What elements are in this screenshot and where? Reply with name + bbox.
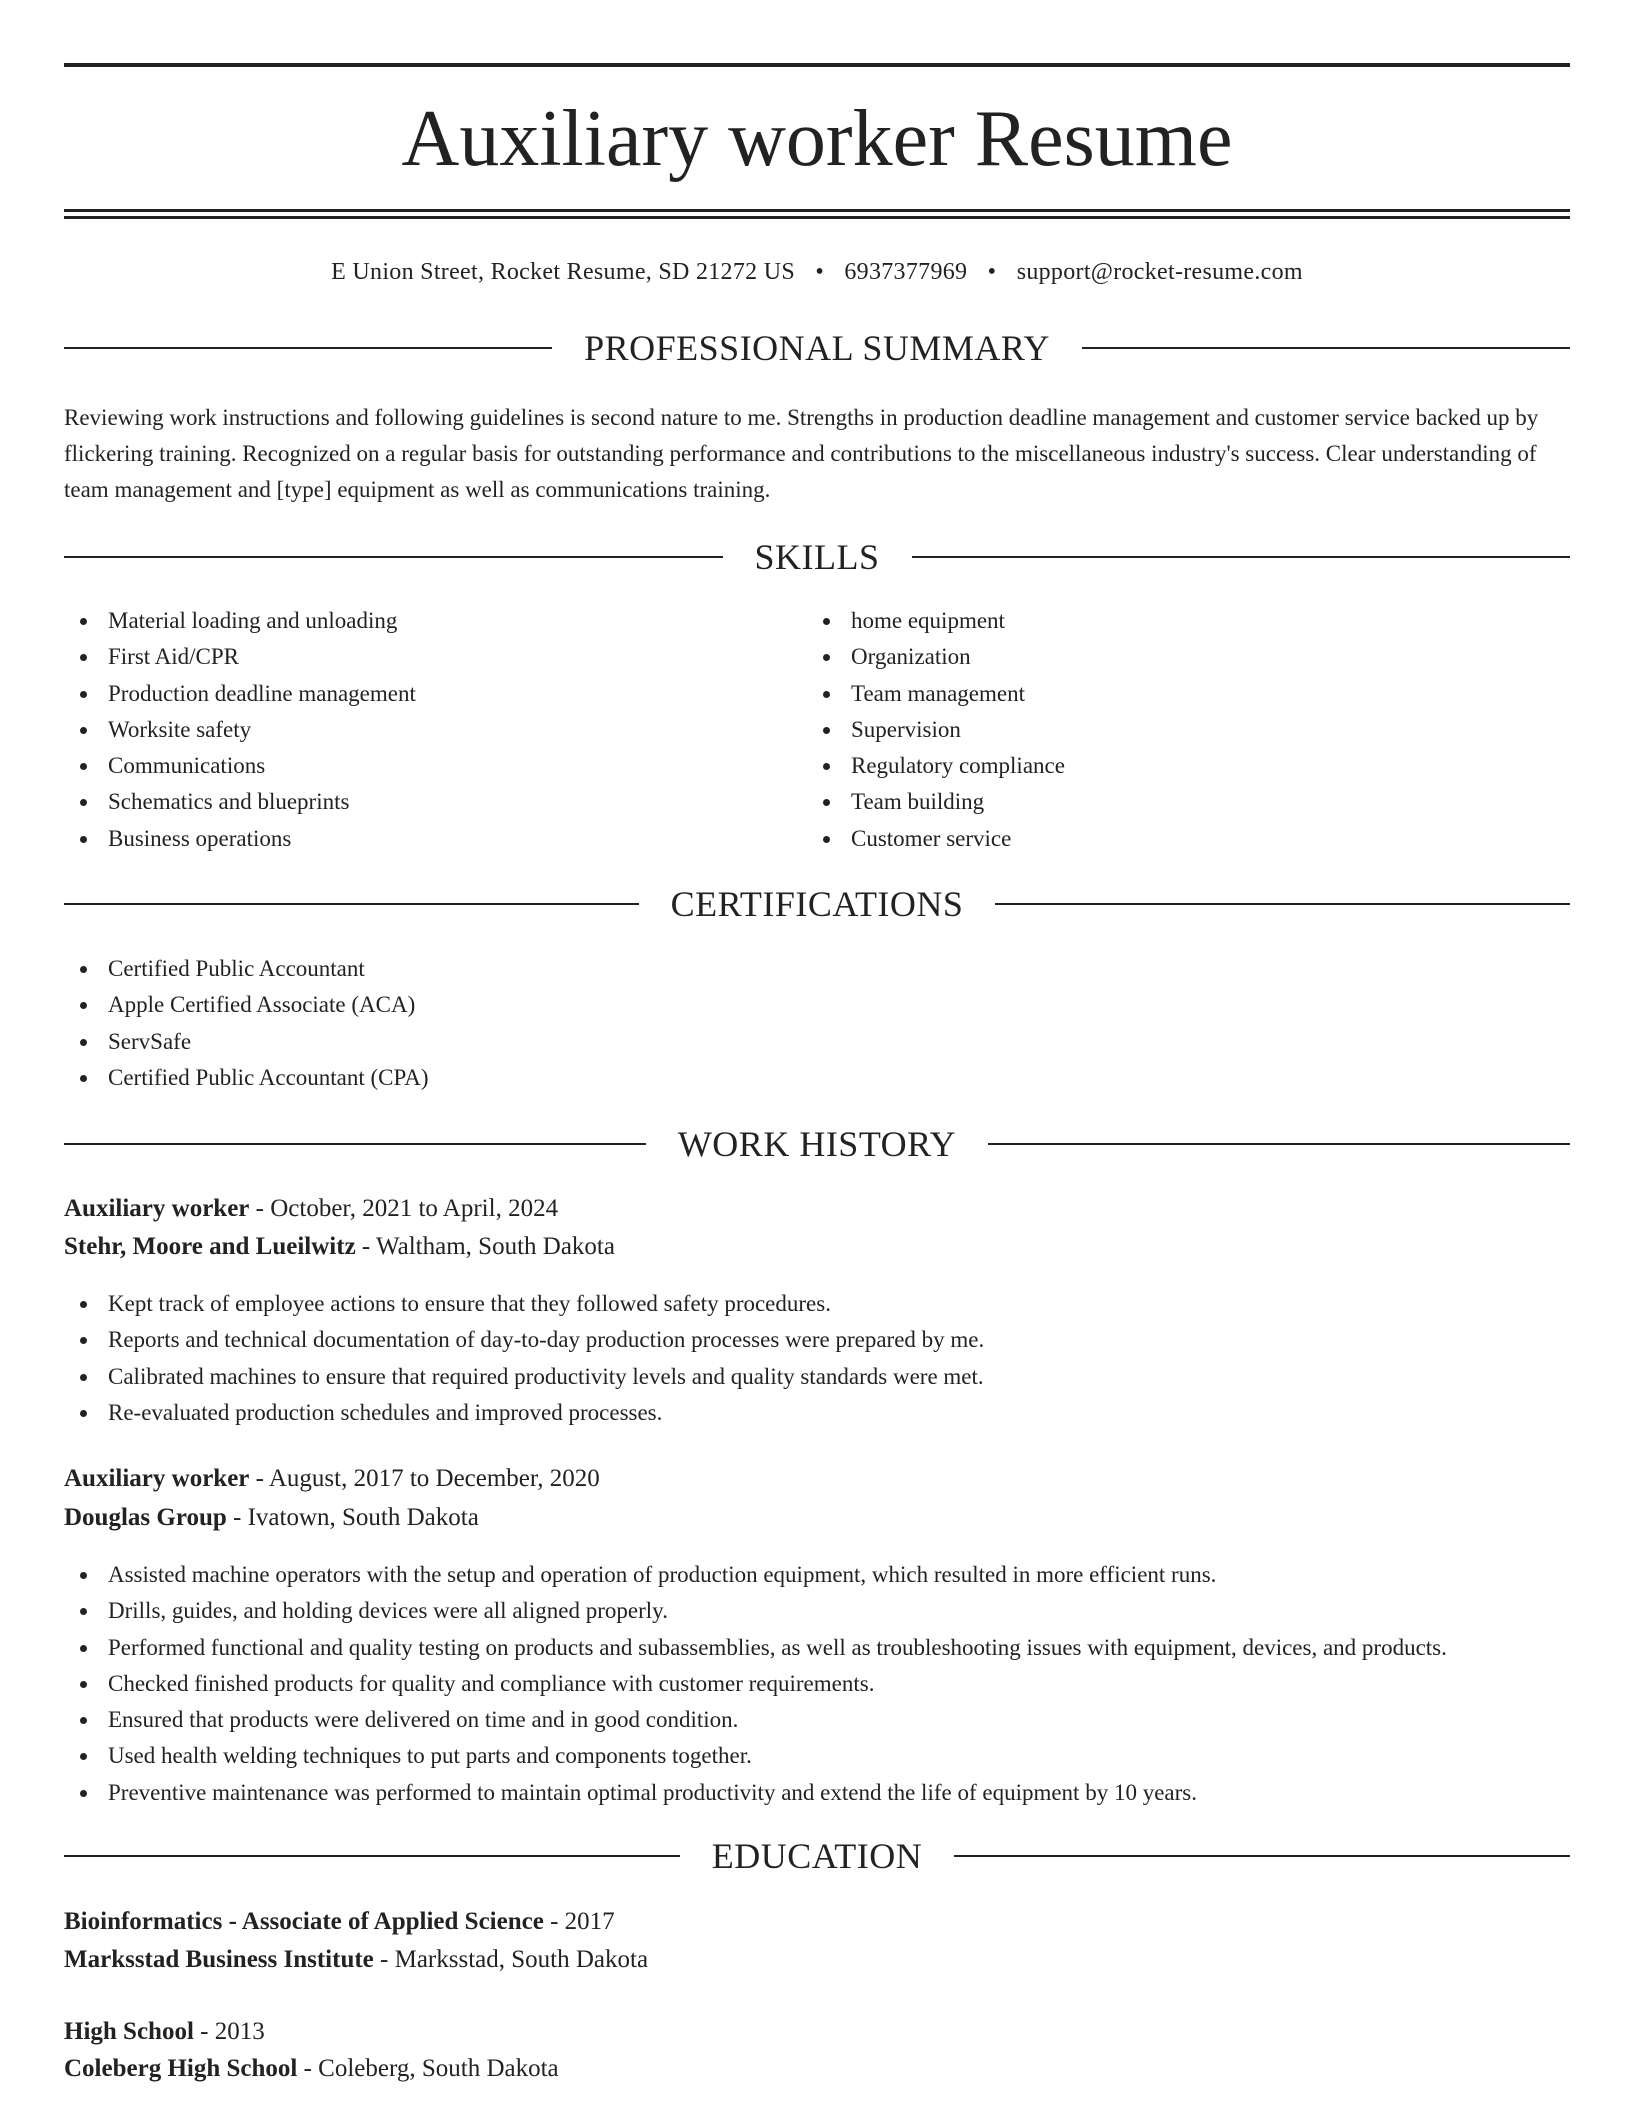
skill-item: Organization xyxy=(807,639,1547,675)
job-company-line: Douglas Group - Ivatown, South Dakota xyxy=(64,1504,479,1531)
title-rule-upper xyxy=(64,209,1570,212)
job-location: Waltham, South Dakota xyxy=(376,1233,615,1260)
contact-line xyxy=(64,254,1570,290)
contact-separator: • xyxy=(987,259,997,285)
job-title-line: Auxiliary worker - August, 2017 to December, 2020 xyxy=(64,1465,600,1492)
education-school-line: Marksstad Business Institute - Marksstad, South Dakota xyxy=(64,1946,649,1973)
skill-item: Schematics and blueprints xyxy=(64,784,804,820)
skill-item: Material loading and unloading xyxy=(64,603,804,639)
section-header-summary xyxy=(64,328,1570,368)
job-duty-item: Ensured that products were delivered on time and in good condition. xyxy=(64,1702,1570,1738)
job-duty-item: Re-evaluated production schedules and improved processes. xyxy=(64,1395,1570,1431)
skills-list-right xyxy=(807,603,1547,857)
education-school-line: Coleberg High School - Coleberg, South Dakota xyxy=(64,2055,559,2082)
job-duty-item: Reports and technical documentation of day-to-day production processes were prepared by me. xyxy=(64,1322,1570,1358)
job-company: Stehr, Moore and Lueilwitz xyxy=(64,1233,356,1260)
job-duty-item: Assisted machine operators with the setup and operation of production equipment, which resulted in more efficient runs. xyxy=(64,1557,1570,1593)
divider xyxy=(64,1855,680,1857)
title-rule-lower xyxy=(64,216,1570,219)
section-title: PROFESSIONAL SUMMARY xyxy=(584,328,1050,368)
section-title: SKILLS xyxy=(754,537,880,577)
divider xyxy=(64,556,723,558)
skill-item: Supervision xyxy=(807,712,1547,748)
divider xyxy=(912,556,1571,558)
divider xyxy=(995,903,1570,905)
section-header-certifications xyxy=(64,884,1570,924)
certification-item: ServSafe xyxy=(64,1024,1570,1060)
job-duty-item: Drills, guides, and holding devices were all aligned properly. xyxy=(64,1593,1570,1629)
job-dates: October, 2021 to April, 2024 xyxy=(270,1195,559,1222)
divider xyxy=(1082,347,1570,349)
section-header-work-history xyxy=(64,1124,1570,1164)
education-location: Marksstad, South Dakota xyxy=(394,1946,649,1973)
section-title: EDUCATION xyxy=(711,1836,923,1876)
job-duty-item: Kept track of employee actions to ensure that they followed safety procedures. xyxy=(64,1286,1570,1322)
job-title-line: Auxiliary worker - October, 2021 to April, 2024 xyxy=(64,1195,559,1222)
job-duty-item: Calibrated machines to ensure that required productivity levels and quality standards were met. xyxy=(64,1359,1570,1395)
contact-separator: • xyxy=(815,259,825,285)
skill-item: Customer service xyxy=(807,821,1547,857)
job-location: Ivatown, South Dakota xyxy=(247,1504,479,1531)
section-title: CERTIFICATIONS xyxy=(670,884,964,924)
job-duties-list xyxy=(64,1286,1570,1431)
job-dates: August, 2017 to December, 2020 xyxy=(268,1465,600,1492)
divider xyxy=(988,1143,1570,1145)
job-duty-item: Performed functional and quality testing on products and subassemblies, as well as troubleshooting issues with equipment, devices, and products. xyxy=(64,1630,1570,1666)
top-rule xyxy=(64,63,1570,67)
section-header-education xyxy=(64,1836,1570,1876)
contact-address: E Union Street, Rocket Resume, SD 21272 US xyxy=(331,259,796,285)
section-title: WORK HISTORY xyxy=(677,1124,957,1164)
job-duty-item: Used health welding techniques to put parts and components together. xyxy=(64,1738,1570,1774)
job-company-line: Stehr, Moore and Lueilwitz - Waltham, South Dakota xyxy=(64,1233,615,1260)
job-title: Auxiliary worker xyxy=(64,1195,250,1222)
skill-item: home equipment xyxy=(807,603,1547,639)
summary-text: Reviewing work instructions and following guidelines is second nature to me. Strengths in production deadline management and customer service backed up by flickering training. Recognized on a regular basis for outstanding performance and contributions to the miscellaneous industry's success. Clear understanding of team management and [type] equipment as well as communications training. xyxy=(64,405,1539,502)
education-location: Coleberg, South Dakota xyxy=(318,2055,559,2082)
education-school: Marksstad Business Institute xyxy=(64,1946,374,1973)
certifications-list xyxy=(64,951,1570,1096)
resume-title: Auxiliary worker Resume xyxy=(401,95,1233,183)
education-degree-line: Bioinformatics - Associate of Applied Science - 2017 xyxy=(64,1908,615,1935)
skill-item: First Aid/CPR xyxy=(64,639,804,675)
job-duty-item: Preventive maintenance was performed to maintain optimal productivity and extend the life of equipment by 10 years. xyxy=(64,1775,1570,1811)
education-year: 2013 xyxy=(214,2018,265,2045)
job-title: Auxiliary worker xyxy=(64,1465,250,1492)
skill-item: Team building xyxy=(807,784,1547,820)
skills-list-left xyxy=(64,603,804,857)
education-year: 2017 xyxy=(564,1908,615,1935)
job-company: Douglas Group xyxy=(64,1504,227,1531)
divider xyxy=(954,1855,1570,1857)
skill-item: Regulatory compliance xyxy=(807,748,1547,784)
skill-item: Team management xyxy=(807,676,1547,712)
skill-item: Communications xyxy=(64,748,804,784)
skill-item: Production deadline management xyxy=(64,676,804,712)
divider xyxy=(64,1143,646,1145)
skill-item: Business operations xyxy=(64,821,804,857)
certification-item: Certified Public Accountant (CPA) xyxy=(64,1060,1570,1096)
contact-email: support@rocket-resume.com xyxy=(1016,259,1303,285)
divider xyxy=(64,347,552,349)
education-degree: High School xyxy=(64,2018,194,2045)
job-duties-list xyxy=(64,1557,1570,1811)
certification-item: Apple Certified Associate (ACA) xyxy=(64,987,1570,1023)
education-degree-line: High School - 2013 xyxy=(64,2018,265,2045)
job-duty-item: Checked finished products for quality and compliance with customer requirements. xyxy=(64,1666,1570,1702)
skill-item: Worksite safety xyxy=(64,712,804,748)
contact-phone: 6937377969 xyxy=(844,259,968,285)
education-degree: Bioinformatics - Associate of Applied Science xyxy=(64,1908,544,1935)
divider xyxy=(64,903,639,905)
certification-item: Certified Public Accountant xyxy=(64,951,1570,987)
education-school: Coleberg High School xyxy=(64,2055,298,2082)
section-header-skills xyxy=(64,537,1570,577)
